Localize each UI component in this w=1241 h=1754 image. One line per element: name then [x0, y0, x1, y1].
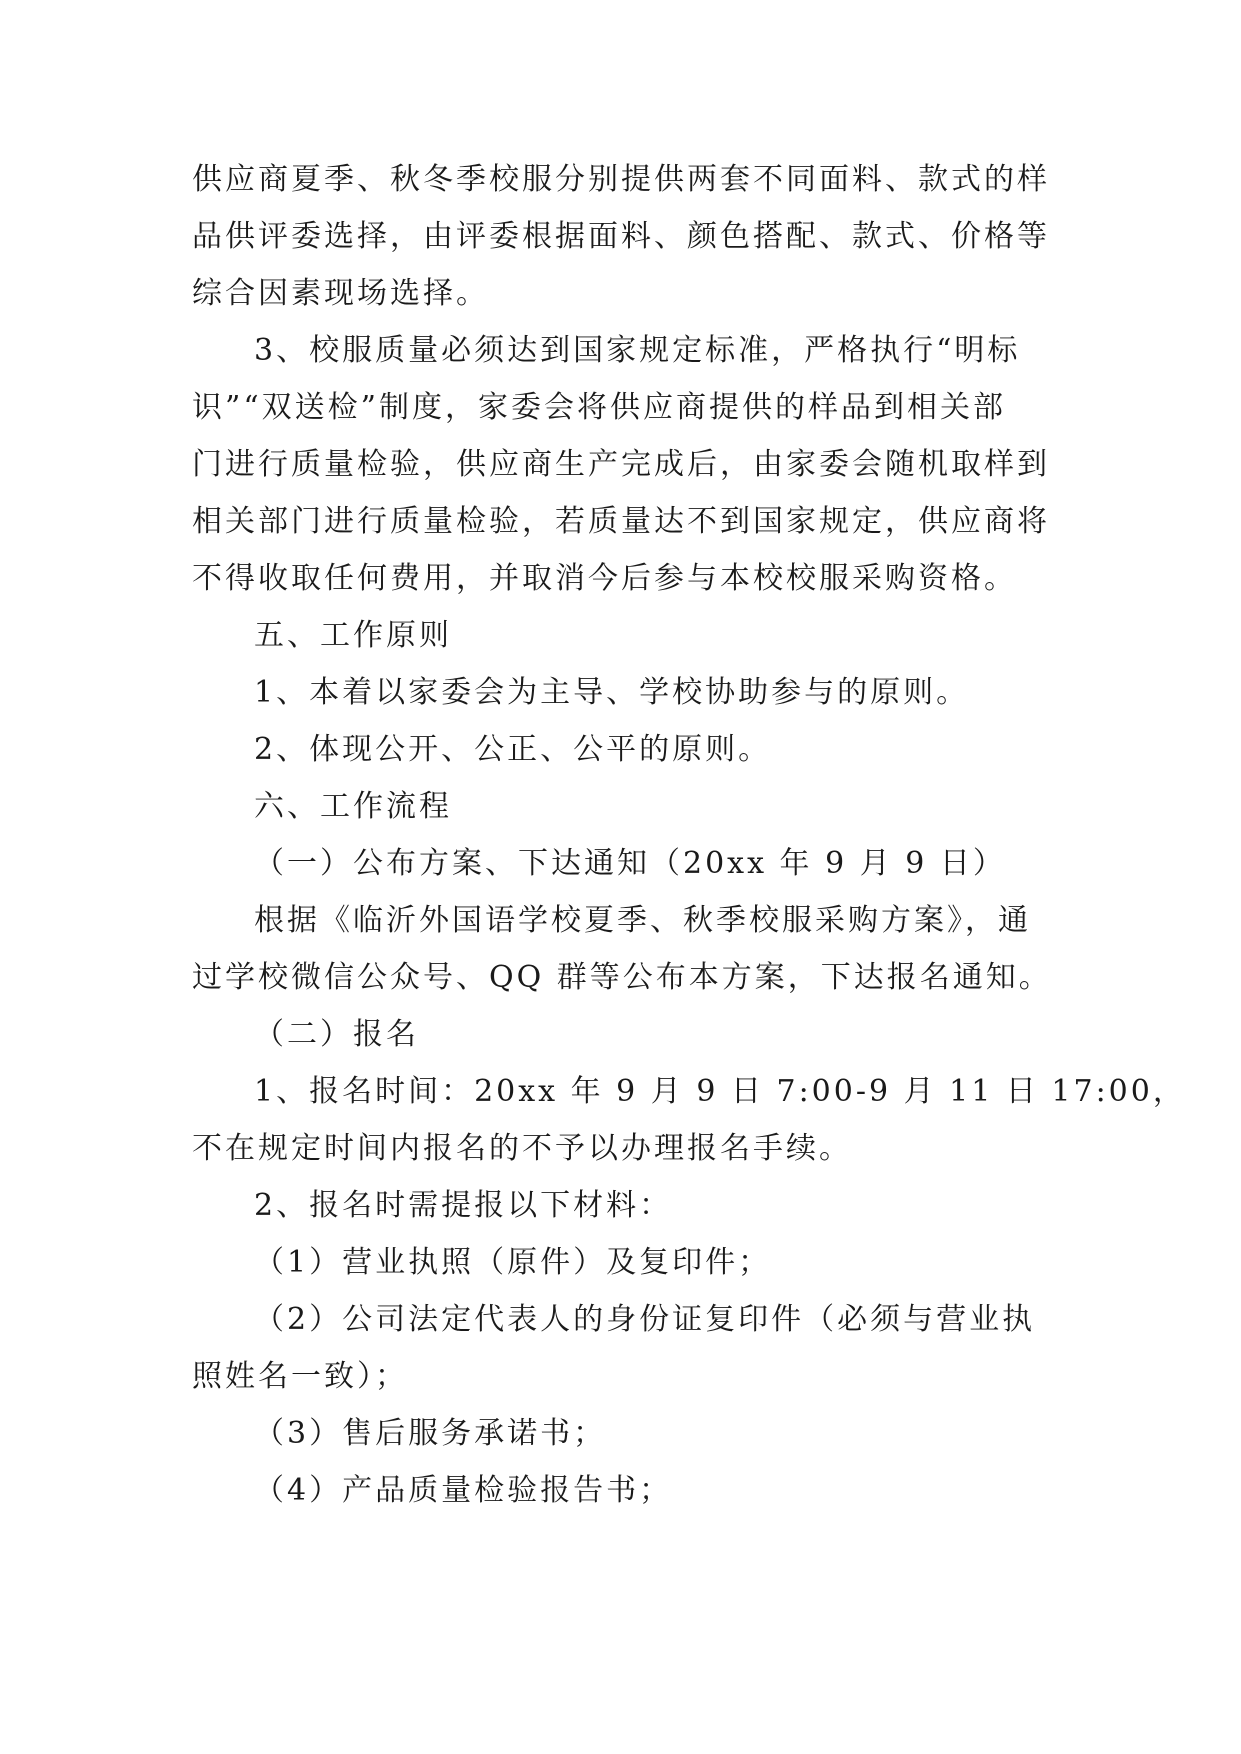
text-line: 门进行质量检验，供应商生产完成后，由家委会随机取样到	[192, 447, 1050, 482]
text-line: 识”“双送检”制度，家委会将供应商提供的样品到相关部	[192, 390, 1007, 425]
text-line: 1、报名时间：20xx 年 9 月 9 日 7:00-9 月 11 日 17:00，	[254, 1074, 1186, 1109]
text-line: 供应商夏季、秋冬季校服分别提供两套不同面料、款式的样	[192, 162, 1050, 197]
section-heading: 五、工作原则	[254, 618, 452, 653]
text-line: 2、体现公开、公正、公平的原则。	[254, 732, 772, 767]
text-line: 相关部门进行质量检验，若质量达不到国家规定，供应商将	[192, 504, 1050, 539]
list-item: （3）售后服务承诺书；	[254, 1416, 607, 1451]
text-line: 不在规定时间内报名的不予以办理报名手续。	[192, 1131, 852, 1166]
list-item: （4）产品质量检验报告书；	[254, 1473, 673, 1508]
list-item: （2）公司法定代表人的身份证复印件（必须与营业执	[254, 1302, 1036, 1337]
subsection-heading: （二）报名	[254, 1017, 419, 1052]
text-line: 根据《临沂外国语学校夏季、秋季校服采购方案》，通	[254, 903, 1031, 938]
section-heading: 六、工作流程	[254, 789, 452, 824]
text-line: 2、报名时需提报以下材料：	[254, 1188, 673, 1223]
text-line: 1、本着以家委会为主导、学校协助参与的原则。	[254, 675, 970, 710]
text-line: 品供评委选择，由评委根据面料、颜色搭配、款式、价格等	[192, 219, 1050, 254]
text-line: 不得收取任何费用，并取消今后参与本校校服采购资格。	[192, 561, 1017, 596]
subsection-heading: （一）公布方案、下达通知（20xx 年 9 月 9 日）	[254, 846, 1006, 881]
text-line: 3、校服质量必须达到国家规定标准，严格执行“明标	[254, 333, 1021, 368]
list-item: （1）营业执照（原件）及复印件；	[254, 1245, 772, 1280]
text-line: 过学校微信公众号、QQ 群等公布本方案，下达报名通知。	[192, 960, 1052, 995]
text-line: 照姓名一致）；	[192, 1359, 408, 1394]
text-line: 综合因素现场选择。	[192, 276, 489, 311]
